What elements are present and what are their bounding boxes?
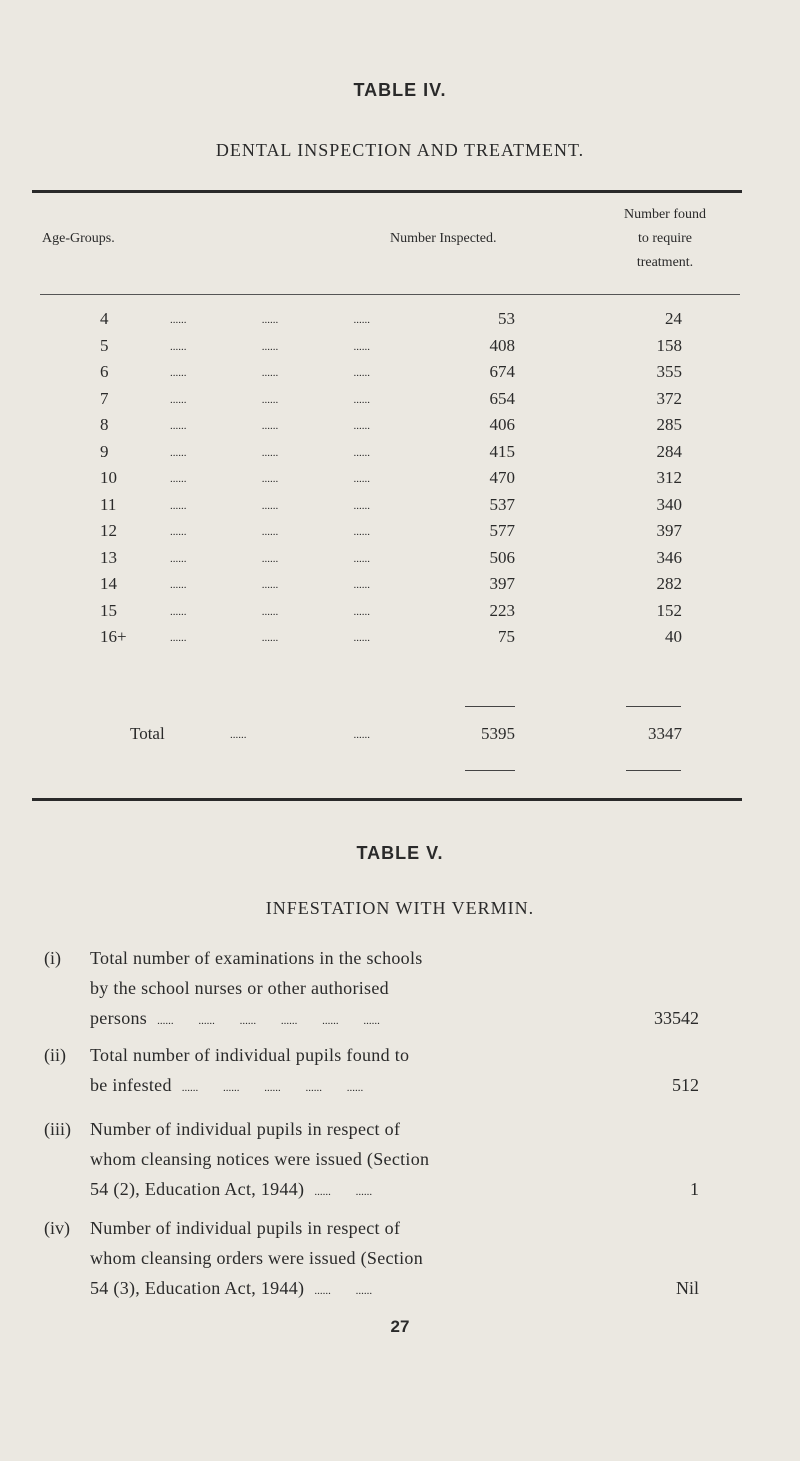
leader-dots: ...... ...... ...... (170, 552, 370, 565)
required-cell: 397 (656, 521, 682, 540)
table-row (0, 389, 800, 415)
required-cell: 158 (656, 335, 682, 355)
item-text-line2: whom cleansing notices were issued (Section (90, 1149, 430, 1169)
inspected-cell: 577 (489, 521, 515, 540)
age-group-cell: 5 (100, 335, 109, 355)
leader-dots: ...... ...... ...... (170, 526, 370, 538)
age-group-cell: 10 (100, 468, 117, 487)
age-group-cell: 16+ (100, 627, 127, 646)
item-text-line1: Total number of individual pupils found to (90, 1045, 410, 1065)
table-row (0, 548, 800, 574)
age-group-cell: 6 (100, 362, 109, 381)
inspected-cell: 223 (489, 600, 515, 620)
inspected-cell: 75 (498, 627, 515, 646)
required-cell: 284 (656, 441, 682, 461)
total-inspected: 5395 (481, 724, 515, 743)
inspected-cell: 470 (489, 468, 515, 487)
required-cell: 372 (656, 388, 682, 408)
inspected-total-line (465, 770, 515, 771)
table-iv-title: TABLE IV. (353, 80, 447, 100)
inspected-cell: 408 (489, 335, 515, 355)
required-cell: 152 (656, 600, 682, 620)
age-group-cell: 12 (100, 521, 117, 540)
age-group-cell: 14 (100, 574, 117, 593)
item-number: (iii) (44, 1119, 71, 1139)
item-text-line2-label: be infested (90, 1075, 172, 1095)
age-group-cell: 7 (100, 388, 109, 408)
leader-dots: ...... ...... (230, 729, 370, 741)
header-age-groups: Age-Groups. (42, 231, 115, 246)
item-value: 33542 (654, 1008, 699, 1028)
age-group-cell: 4 (100, 309, 109, 328)
leader-dots: ...... ...... ...... (170, 446, 370, 459)
leader-dots: ...... ...... ...... (170, 499, 370, 512)
leader-dots: ...... ...... ...... (170, 473, 370, 485)
item-number: (ii) (44, 1045, 66, 1065)
item-text-line2: by the school nurses or other authorised (90, 978, 389, 998)
table-v-title: TABLE V. (356, 843, 444, 863)
required-cell: 282 (656, 574, 682, 593)
item-text-line3-label: 54 (3), Education Act, 1944) (90, 1278, 305, 1298)
item-number: (i) (44, 948, 61, 968)
leader-dots: ...... ...... ...... (170, 632, 370, 644)
table-row (0, 468, 800, 494)
age-group-cell: 11 (100, 494, 117, 514)
table-row (0, 627, 800, 653)
leader-dots: ...... ...... (314, 1186, 373, 1198)
table-v-subtitle: INFESTATION WITH VERMIN. (265, 898, 535, 918)
item-text-line1: Total number of examinations in the schools (90, 948, 423, 968)
item-text-line3-label: persons (90, 1008, 148, 1028)
table-iv-bottom-rule (32, 798, 742, 801)
table-row (0, 574, 800, 600)
header-required-line2: to require (637, 231, 693, 246)
inspected-cell: 406 (489, 415, 515, 434)
item-value: 512 (672, 1075, 699, 1095)
table-iv-top-rule (32, 190, 742, 193)
inspected-cell: 53 (498, 309, 515, 328)
table-row (0, 495, 800, 521)
leader-dots: ...... ...... ...... (170, 579, 370, 591)
table-row (0, 309, 800, 335)
inspected-cell: 506 (489, 547, 515, 567)
table-row (0, 362, 800, 388)
item-text-line2 (90, 1070, 645, 1103)
leader-dots: ...... ...... ...... (170, 393, 370, 406)
item-text-line3 (90, 1273, 645, 1306)
table-iv-total-row (0, 724, 800, 750)
table-row (0, 336, 800, 362)
total-label: Total (130, 724, 165, 743)
leader-dots: ...... ...... ...... (170, 605, 370, 618)
inspected-cell: 654 (489, 388, 515, 408)
inspected-subtotal-line (465, 706, 515, 707)
item-value: 1 (690, 1179, 699, 1199)
required-total-line (626, 770, 681, 771)
table-row (0, 601, 800, 627)
inspected-cell: 415 (489, 441, 515, 461)
header-number-required (590, 203, 740, 275)
leader-dots: ...... ...... ...... ...... ...... ...... (157, 1015, 380, 1027)
table-row (0, 415, 800, 441)
required-subtotal-line (626, 706, 681, 707)
required-cell: 355 (656, 362, 682, 381)
item-text-line3 (90, 1174, 645, 1207)
required-cell: 24 (665, 309, 682, 328)
header-required-line1: Number found (623, 207, 707, 222)
leader-dots: ...... ...... (314, 1285, 373, 1297)
leader-dots: ...... ...... ...... (170, 367, 370, 379)
age-group-cell: 9 (100, 441, 109, 461)
page-number: 27 (390, 1317, 410, 1336)
header-number-inspected: Number Inspected. (390, 231, 497, 246)
item-text-line3 (90, 1003, 645, 1036)
required-cell: 40 (665, 627, 682, 646)
required-cell: 346 (656, 547, 682, 567)
item-number: (iv) (44, 1218, 70, 1238)
age-group-cell: 8 (100, 415, 109, 434)
item-text-line1: Number of individual pupils in respect of (90, 1218, 401, 1238)
table-row (0, 521, 800, 547)
item-text-line2: whom cleansing orders were issued (Section (90, 1248, 424, 1268)
table-row (0, 442, 800, 468)
item-value: Nil (675, 1278, 699, 1298)
inspected-cell: 397 (489, 574, 515, 593)
leader-dots: ...... ...... ...... ...... ...... (181, 1082, 364, 1094)
required-cell: 312 (656, 468, 682, 487)
total-required: 3347 (648, 724, 682, 743)
leader-dots: ...... ...... ...... (170, 340, 370, 353)
required-cell: 285 (656, 415, 682, 434)
age-group-cell: 13 (100, 547, 117, 567)
item-text-line3-label: 54 (2), Education Act, 1944) (90, 1179, 305, 1199)
item-text-line1: Number of individual pupils in respect of (90, 1119, 401, 1139)
inspected-cell: 537 (489, 494, 515, 514)
inspected-cell: 674 (489, 362, 515, 381)
age-group-cell: 15 (100, 600, 117, 620)
required-cell: 340 (656, 494, 682, 514)
leader-dots: ...... ...... ...... (170, 420, 370, 432)
table-iv-subtitle: DENTAL INSPECTION AND TREATMENT. (215, 140, 585, 160)
leader-dots: ...... ...... ...... (170, 314, 370, 326)
header-required-line3: treatment. (636, 255, 694, 270)
table-iv-header-rule (40, 294, 740, 295)
